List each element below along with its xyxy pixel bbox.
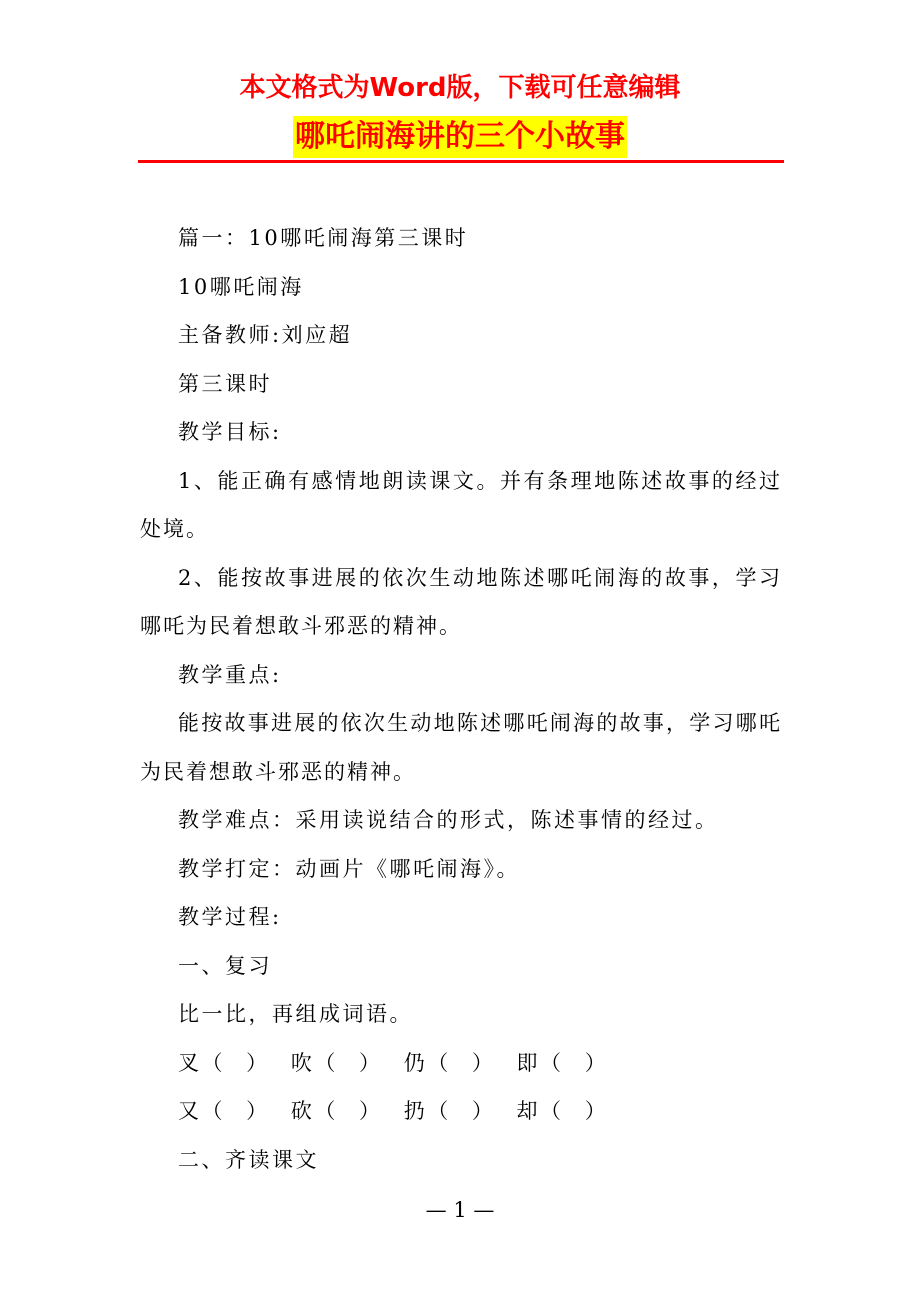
title-divider — [138, 160, 784, 163]
title-container — [0, 116, 920, 158]
document-body — [140, 214, 782, 1184]
exercise-instruction: 比一比，再组成词语。 — [178, 1002, 413, 1026]
difficulties-line: 教学难点：采用读说结合的形式，陈述事情的经过。 — [178, 808, 719, 832]
format-banner: 本文格式为Word版，下载可任意编辑 — [239, 73, 681, 103]
process-heading: 教学过程: — [178, 905, 282, 929]
lesson-title: 10哪吒闹海 — [178, 274, 304, 299]
key-points-text: 能按故事进展的依次生动地陈述哪吒闹海的故事，学习哪吒为民着想敢斗邪恶的精神。 — [140, 711, 782, 784]
objective-2: 2、能按故事进展的依次生动地陈述哪吒闹海的故事，学习哪吒为民着想敢斗邪恶的精神。 — [140, 565, 782, 638]
section-heading: 篇一：10哪吒闹海第三课时 — [178, 226, 469, 250]
step-read-heading: 二、齐读课文 — [178, 1147, 319, 1172]
preparation-line: 教学打定：动画片《哪吒闹海》。 — [178, 856, 520, 881]
lesson-period: 第三课时 — [178, 371, 272, 396]
step-review-heading: 一、复习 — [178, 953, 272, 978]
page-number: — 1 — — [425, 1198, 495, 1222]
objectives-heading: 教学目标: — [178, 420, 282, 444]
teacher-line: 主备教师:刘应超 — [178, 323, 353, 347]
objective-1: 1、能正确有感情地朗读课文。并有条理地陈述故事的经过处境。 — [140, 468, 782, 541]
exercise-row-2: 又（ ） 砍（ ） 扔（ ） 却（ ） — [178, 1099, 609, 1123]
exercise-row-1: 叉（ ） 吹（ ） 仍（ ） 即（ ） — [178, 1050, 609, 1075]
key-points-heading: 教学重点: — [178, 662, 282, 687]
document-title: 哪吒闹海讲的三个小故事 — [293, 116, 627, 158]
